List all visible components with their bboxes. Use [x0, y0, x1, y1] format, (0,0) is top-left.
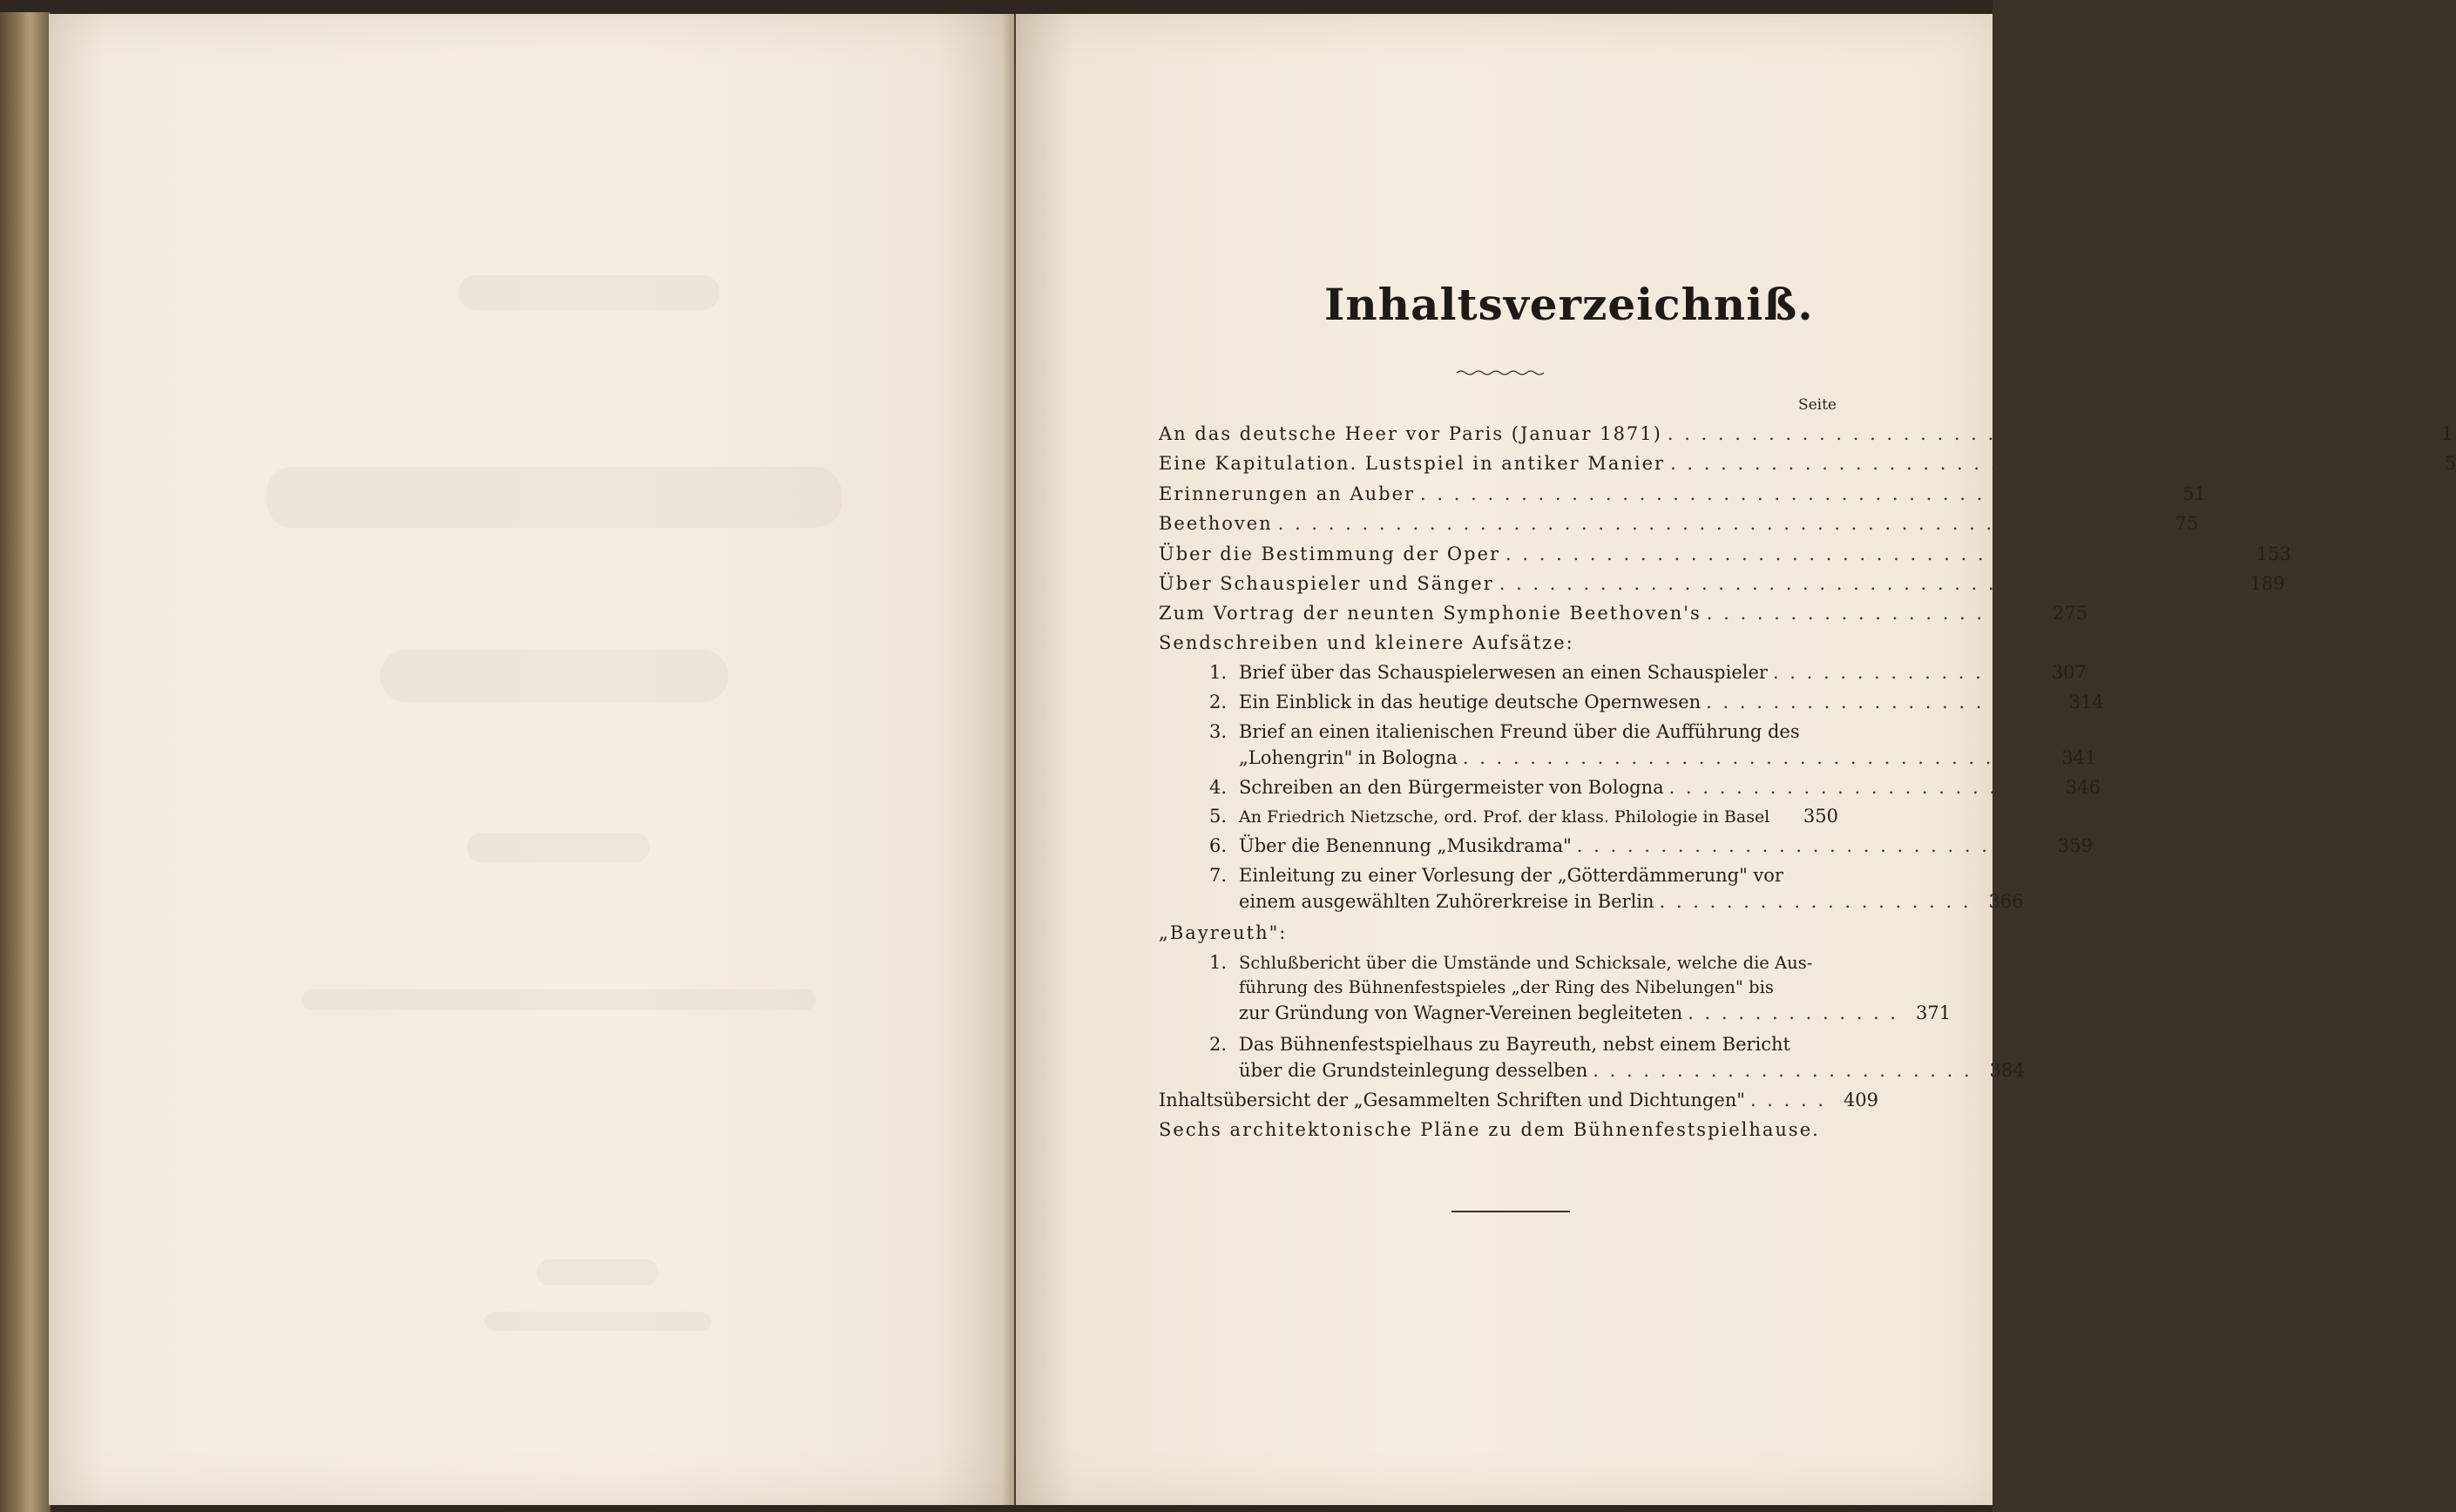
toc-entry-text: Über die Benennung „Musikdrama"	[1239, 835, 1572, 856]
page-column-label: Seite	[1797, 396, 1837, 414]
leader-dots: . . . . . . . . . . . . . . . . . . . . . . . . . . . . . . . . . . . . . . . . . . . . . . . . . . . .	[1277, 513, 2147, 534]
toc-entry-text: Eine Kapitulation. Lustspiel in antiker Manier	[1159, 453, 1666, 474]
leader-dots: . . . . . . . . . . . . . . . . . . . . . . . . . . . . . . . . . . . . . . . . . . . .	[1670, 453, 2404, 474]
toc-subentry-number: 4.	[1208, 777, 1227, 798]
toc-entry-text: Schlußbericht über die Umstände und Schicksale, welche die Aus-	[1239, 953, 1813, 973]
toc-entry-text: einem ausgewählten Zuhörerkreise in Berlin	[1239, 891, 1654, 912]
toc-entry-text: Inhaltsübersicht der „Gesammelten Schriften und Dichtungen"	[1159, 1090, 1745, 1110]
toc-entry	[1159, 510, 2199, 538]
toc-entry-text: Sechs architektonische Pläne zu dem Bühnenfestspielhause.	[1159, 1119, 1820, 1140]
toc-entry-page: 314	[2068, 692, 2104, 712]
toc-entry	[1159, 570, 2285, 598]
toc-entry-page: 307	[2051, 662, 2087, 683]
toc-entry-page: 1	[2441, 423, 2453, 444]
toc-subentry-number: 5.	[1208, 806, 1227, 827]
toc-entry-text: zur Gründung von Wagner-Vereinen begleiteten	[1239, 1002, 1683, 1023]
toc-subentry	[1195, 719, 1838, 746]
end-rule	[1451, 1211, 1570, 1212]
toc-subentry-number: 7.	[1208, 865, 1227, 886]
leader-dots: . . . . . . . . . . . . . . . . . . . . . . . . . . . . . . . . . . . . . . . . . . . .	[1505, 543, 2239, 564]
toc-entry-text: Ein Einblick in das heutige deutsche Opernwesen	[1239, 692, 1702, 712]
toc-entry-text: Erinnerungen an Auber	[1159, 483, 1416, 504]
toc-entry-text: Das Bühnenfestspielhaus zu Bayreuth, nebst einem Bericht	[1239, 1034, 1790, 1055]
leader-dots: . . . . . . . . . . . . . . . . . . . .	[1706, 603, 2036, 624]
toc-subentry	[1195, 774, 2101, 802]
toc-subentry	[1195, 689, 2104, 717]
toc-subentry	[1195, 1031, 1838, 1059]
toc-entry-text: „Bayreuth":	[1159, 922, 1288, 943]
toc-entry-text: Über Schauspieler und Sänger	[1159, 573, 1494, 594]
toc-entry-page: 5	[2444, 453, 2456, 474]
toc-entry	[1159, 1087, 1879, 1115]
toc-entry-page: 366	[1988, 891, 2024, 912]
show-through-shadow	[458, 275, 720, 310]
toc-entry-page: 359	[2057, 835, 2093, 856]
toc-section-heading	[1159, 920, 1838, 948]
show-through-shadow	[484, 1312, 711, 1331]
toc-entry-page: 341	[2061, 747, 2097, 768]
toc-entry-text: Beethoven	[1159, 513, 1273, 534]
toc-entry-page: 384	[1989, 1060, 2025, 1081]
leader-dots: . . . . .	[1749, 1090, 1827, 1110]
leader-dots: . . . . . . . . . . . . . . . . . . . . . . . . . . . . . . . . . . . . . . . . . . . .	[1499, 573, 2233, 594]
leader-dots: . . . . . . . . . . . . . . . . . . . . . . .	[1593, 1060, 1972, 1081]
title-ornament	[1457, 368, 1544, 376]
toc-entry	[1159, 421, 2453, 449]
toc-subentry-number: 1.	[1208, 662, 1227, 683]
toc-title: Inhaltsverzeichniß.	[1324, 279, 1814, 330]
toc-entry-page: 275	[2053, 603, 2088, 624]
toc-subentry-continuation	[1195, 1000, 1952, 1028]
toc-entry-text: „Lohengrin" in Bologna	[1239, 747, 1458, 768]
toc-entry	[1159, 481, 2206, 509]
show-through-shadow	[380, 650, 728, 702]
toc-subentry-number: 6.	[1208, 835, 1227, 856]
toc-entry-text: Brief an einen italienischen Freund über die Aufführung des	[1239, 721, 1800, 742]
toc-entry-page: 153	[2256, 543, 2291, 564]
toc-subentry	[1195, 833, 2093, 861]
toc-entry-text: An Friedrich Nietzsche, ord. Prof. der klass. Philologie in Basel	[1239, 807, 1770, 827]
toc-entry-page: 75	[2175, 513, 2199, 534]
toc-subentry-continuation	[1195, 1057, 2025, 1085]
toc-entry-text: Schreiben an den Bürgermeister von Bologna	[1239, 777, 1664, 798]
toc-entry-page: 189	[2250, 573, 2285, 594]
toc-entry	[1159, 1117, 1838, 1144]
toc-entry-text: über die Grundsteinlegung desselben	[1239, 1060, 1588, 1081]
toc-entry-text: Über die Bestimmung der Oper	[1159, 543, 1501, 564]
show-through-shadow	[467, 833, 650, 862]
leader-dots: . . . . . . . . . . . . . . . . . . . . .	[1706, 692, 2052, 712]
show-through-shadow	[537, 1259, 659, 1286]
toc-entry-text: Sendschreiben und kleinere Aufsätze:	[1159, 632, 1574, 653]
toc-entry-page: 409	[1843, 1090, 1879, 1110]
toc-subentry-number: 1.	[1208, 952, 1227, 973]
leader-dots: . . . . . . . . . . . . . . . . . . .	[1659, 891, 1972, 912]
show-through-shadow	[267, 467, 842, 528]
toc-entry	[1159, 541, 2291, 569]
toc-entry-page: 346	[2065, 777, 2101, 798]
toc-entry	[1159, 450, 2456, 478]
toc-subentry-continuation	[1195, 888, 2024, 916]
show-through-shadow	[301, 989, 815, 1010]
toc-entry-page: 350	[1803, 806, 1838, 827]
toc-subentry	[1195, 803, 1838, 831]
toc-subentry-number: 2.	[1208, 692, 1227, 712]
leader-dots: . . . . . . . . . . . . . . . .	[1772, 662, 2034, 683]
cover-edge	[0, 12, 51, 1512]
toc-entry	[1159, 600, 2088, 628]
leader-dots: . . . . . . . . . . . . .	[1688, 1002, 1899, 1023]
leader-dots: . . . . . . . . . . . . . . . . . . . . . . . . . . . . . . . . . . .	[1462, 747, 2045, 768]
toc-subentry	[1195, 862, 1838, 890]
toc-subentry-continuation	[1195, 745, 2097, 773]
toc-entry-text: Einleitung zu einer Vorlesung der „Götterdämmerung" vor	[1239, 865, 1783, 886]
toc-subentry-number: 3.	[1208, 721, 1227, 742]
toc-subentry-continuation	[1195, 975, 1838, 1002]
toc-entry-text: Brief über das Schauspielerwesen an einen Schauspieler	[1239, 662, 1768, 683]
toc-entry-text: führung des Bühnenfestspieles „der Ring des Nibelungen" bis	[1239, 977, 1774, 997]
toc-entry-page: 371	[1916, 1002, 1952, 1023]
leader-dots: . . . . . . . . . . . . . . . . . . . . . . .	[1668, 777, 2049, 798]
leader-dots: . . . . . . . . . . . . . . . . . . . . . . . . . . . . . . . . . . . . . . . . . . . .	[1420, 483, 2154, 504]
left-page	[49, 14, 1014, 1505]
toc-subentry-number: 2.	[1208, 1034, 1227, 1055]
toc-entry-page: 51	[2182, 483, 2206, 504]
toc-subentry	[1195, 949, 1838, 977]
toc-section-heading	[1159, 630, 1838, 658]
leader-dots: . . . . . . . . . . . . . . . . . . . . . . . . . . . . . . . . . . . . . . . . . . . .	[1667, 423, 2401, 444]
leader-dots: . . . . . . . . . . . . . . . . . . . . . . . . . . . .	[1576, 835, 2040, 856]
toc-subentry	[1195, 659, 2087, 687]
toc-entry-text: Zum Vortrag der neunten Symphonie Beethoven's	[1159, 603, 1702, 624]
toc-entry-text: An das deutsche Heer vor Paris (Januar 1871)	[1159, 423, 1662, 444]
